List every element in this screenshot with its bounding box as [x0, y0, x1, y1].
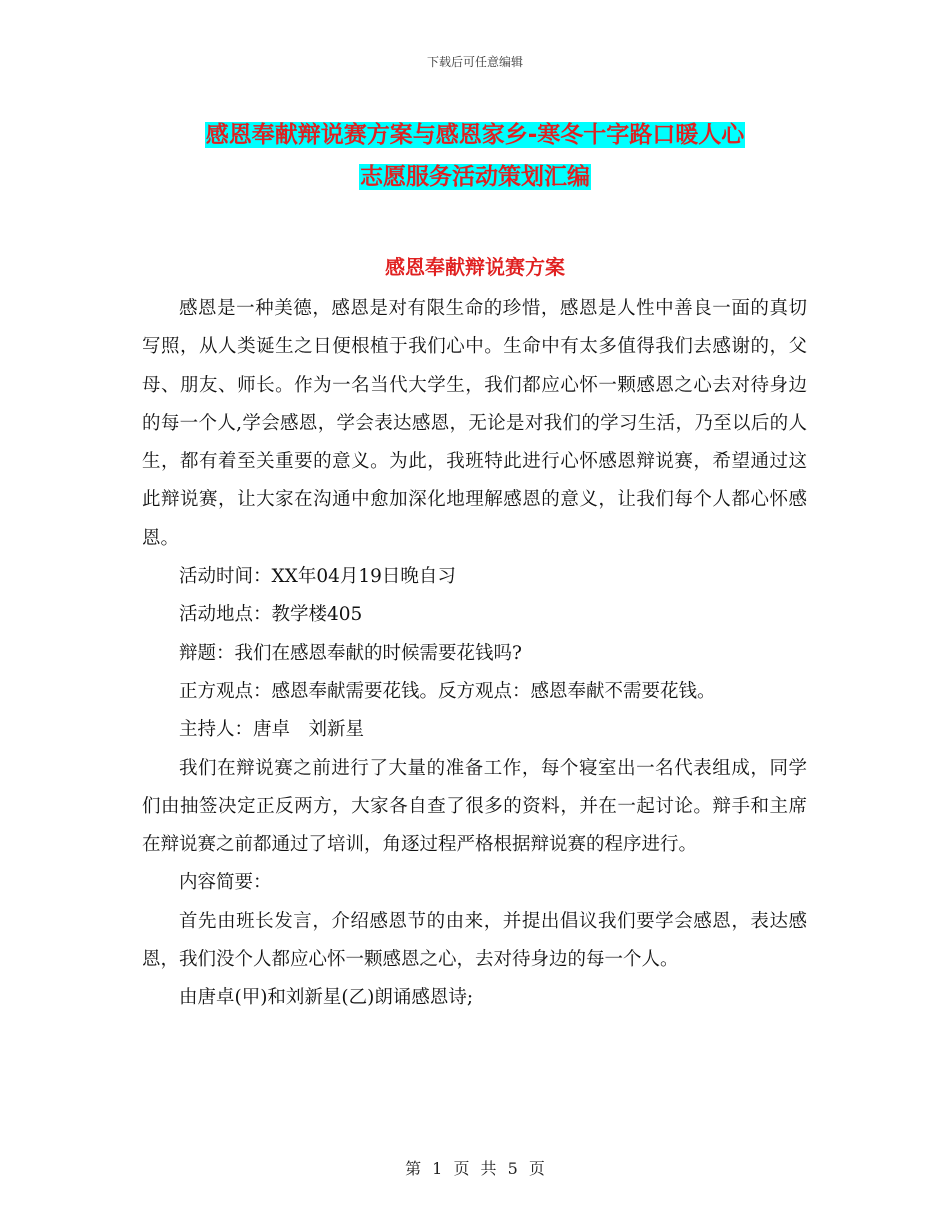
document-title-text-1: 感恩奉献辩说赛方案与感恩家乡-寒冬十字路口暖人心 — [205, 122, 745, 148]
paragraph-preparation: 我们在辩说赛之前进行了大量的准备工作，每个寝室出一名代表组成，同学们由抽签决定正反两方，大家各自查了很多的资料，并在一起讨论。辩手和主席在辩说赛之前都通过了培训，角逐过程严格根据辩说赛的程序进行。 — [142, 757, 807, 856]
page-number: 第 1 页 共 5 页 — [405, 1159, 545, 1178]
document-title-line-2 — [0, 158, 950, 191]
paragraph-location: 活动地点：教学楼405 — [179, 604, 363, 626]
paragraph-summary-label: 内容简要： — [179, 872, 272, 894]
paragraph-intro: 感恩是一种美德，感恩是对有限生命的珍惜，感恩是人性中善良一面的真切写照，从人类诞生之日便根植于我们心中。生命中有太多值得我们去感谢的，父母、朋友、师长。作为一名当代大学生，我们都应心怀一颗感恩之心去对待身边的每一个人,学会感恩，学会表达感恩，无论是对我们的学习生活，乃至以后的人生，都有着至关重要的意义。为此，我班特此进行心怀感恩辩说赛，希望通过这此辩说赛，让大家在沟通中愈加深化地理解感恩的意义，让我们每个人都心怀感恩。 — [142, 298, 807, 549]
document-title-line-1 — [0, 116, 950, 149]
document-title-text-2: 志愿服务活动策划汇编 — [360, 164, 590, 190]
paragraph-opening: 首先由班长发言，介绍感恩节的由来，并提出倡议我们要学会感恩，表达感恩，我们没个人都应心怀一颗感恩之心，去对待身边的每一个人。 — [142, 910, 807, 971]
header-note: 下载后可任意编辑 — [426, 55, 523, 69]
paragraph-time: 活动时间：XX年04月19日晚自习 — [179, 566, 456, 588]
paragraph-hosts: 主持人：唐卓 刘新星 — [179, 719, 365, 741]
paragraph-recitation: 由唐卓(甲)和刘新星(乙)朗诵感恩诗; — [179, 987, 474, 1009]
section-title: 感恩奉献辩说赛方案 — [385, 255, 565, 279]
paragraph-topic: 辩题：我们在感恩奉献的时候需要花钱吗? — [179, 642, 522, 664]
paragraph-viewpoints: 正方观点：感恩奉献需要花钱。反方观点：感恩奉献不需要花钱。 — [179, 680, 716, 702]
document-body — [142, 290, 807, 1018]
